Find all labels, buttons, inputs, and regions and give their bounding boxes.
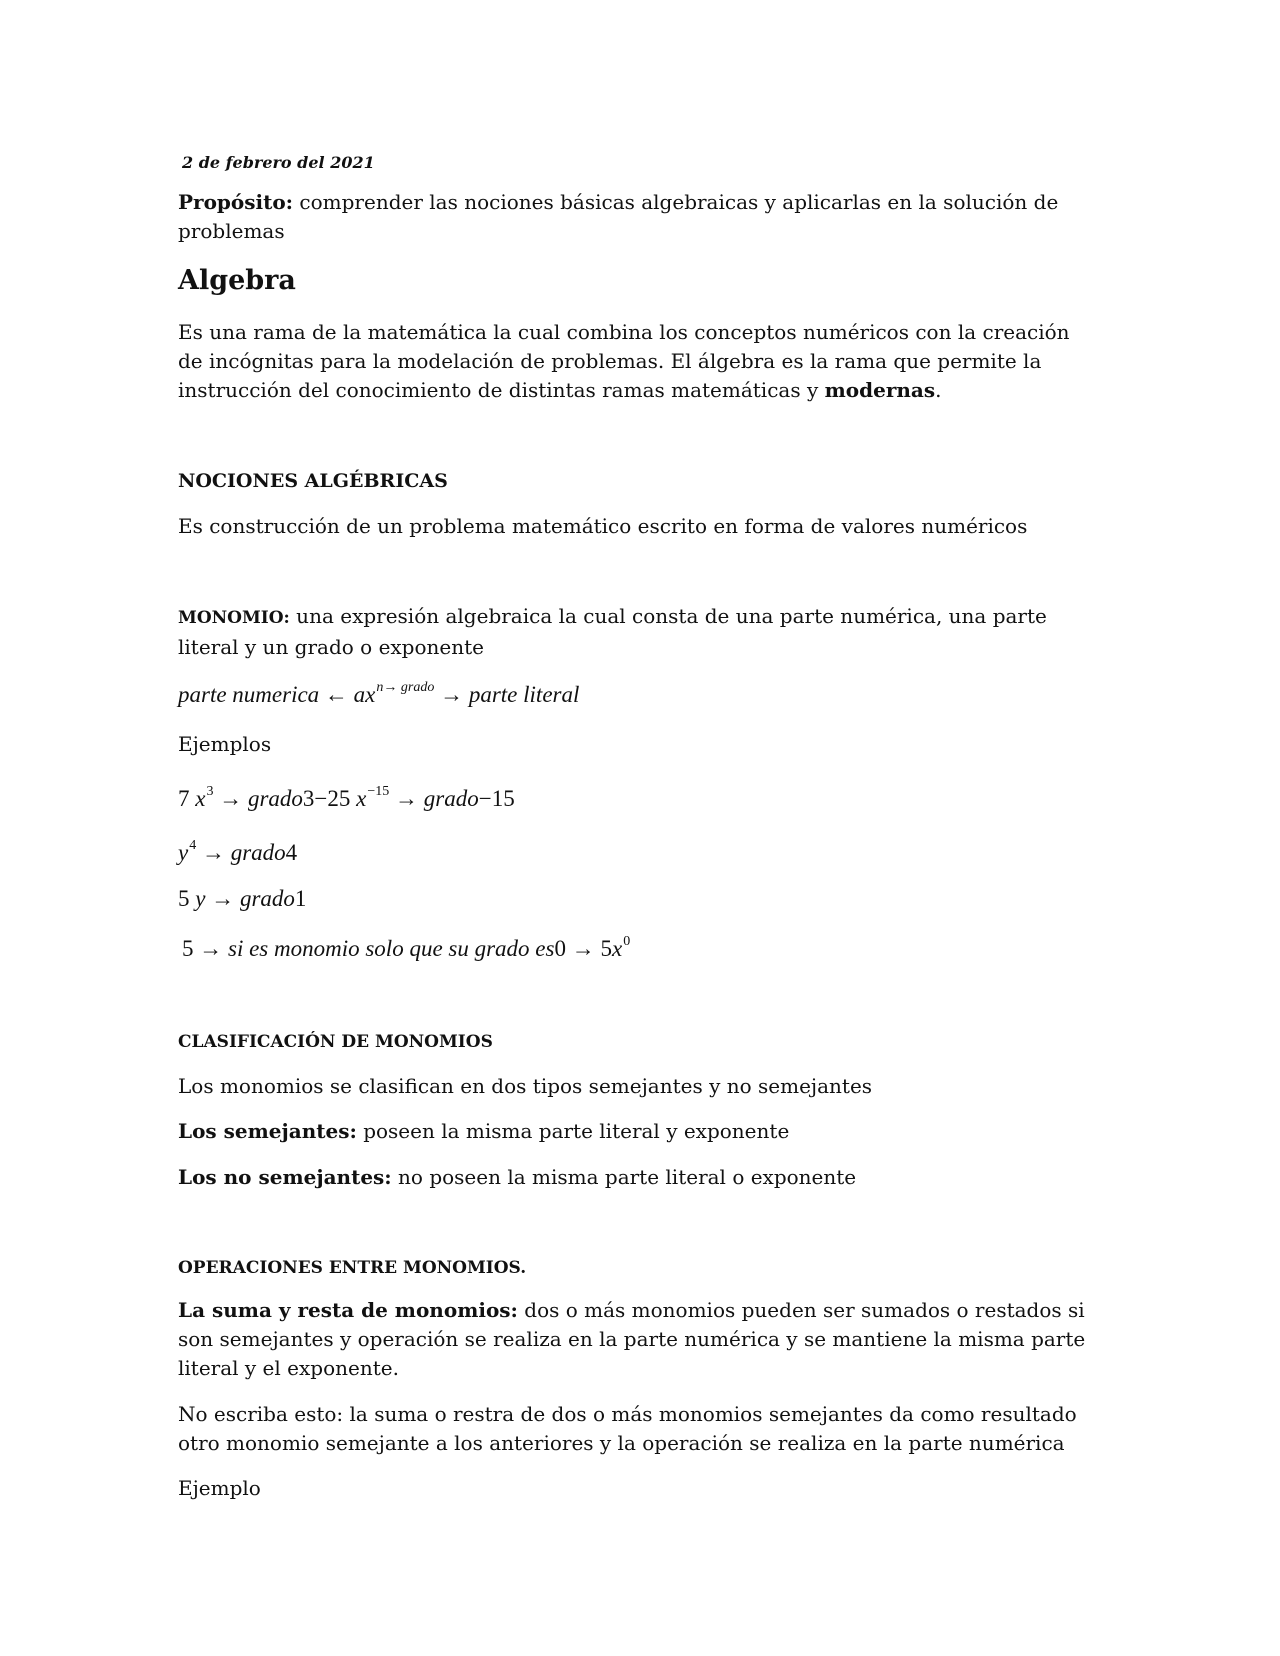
- monomio-paragraph: [178, 602, 1098, 662]
- ex3-num: 1: [294, 886, 307, 911]
- ex3-arrow: →: [205, 886, 240, 911]
- ex4-var: x: [611, 936, 623, 961]
- semejantes-paragraph: [178, 1117, 1098, 1146]
- ex1-exp: 3: [206, 784, 214, 799]
- example-label: Ejemplo: [178, 1476, 261, 1500]
- no-semejantes-label: Los no semejantes:: [178, 1165, 392, 1189]
- no-semejantes-text: no poseen la misma parte literal o exponente: [391, 1165, 857, 1189]
- ex4-exp: 0: [623, 934, 631, 949]
- ex3-coef: 5: [178, 886, 196, 911]
- algebra-bold-word: modernas: [824, 378, 936, 402]
- no-semejantes-paragraph: [178, 1163, 1098, 1192]
- nociones-heading: NOCIONES ALGÉBRICAS: [178, 470, 448, 492]
- ex1-arrow: →: [213, 786, 248, 811]
- ex3-word: grado: [239, 886, 295, 911]
- algebra-paragraph: [178, 318, 1098, 405]
- ex4-arrow2: →: [565, 936, 601, 961]
- monomio-label: MONOMIO:: [178, 608, 290, 628]
- suma-text: dos o más monomios pueden ser sumados o restados si son semejantes y operación se realiza en la parte numérica y se mantiene la misma parte literal y el exponente.: [178, 1298, 1086, 1380]
- ex1-num: 3−25: [302, 786, 357, 811]
- ex4-num: 0: [554, 936, 566, 961]
- ex4-arrow: →: [193, 936, 228, 961]
- suma-label: La suma y resta de monomios:: [178, 1298, 518, 1322]
- nociones-text: Es construcción de un problema matemático escrito en forma de valores numéricos: [178, 514, 1028, 538]
- ex1-word: grado: [247, 786, 303, 811]
- ex2-num: 4: [285, 840, 298, 865]
- formula-exponent-text: n→ grado: [376, 680, 435, 695]
- algebra-text-end: .: [935, 378, 942, 402]
- ex2-arrow: →: [196, 840, 231, 865]
- clasificacion-text: Los monomios se clasifican en dos tipos semejantes y no semejantes: [178, 1074, 873, 1098]
- example-2: [178, 838, 1098, 871]
- ex4-text: si es monomio solo que su grado es: [228, 936, 555, 961]
- formula-right: parte literal: [468, 682, 580, 707]
- formula-arrow-left: ←: [319, 682, 354, 707]
- ex4-coef2: 5: [600, 936, 612, 961]
- clasificacion-heading: CLASIFICACIÓN DE MONOMIOS: [178, 1032, 493, 1052]
- example-3: [178, 884, 1098, 913]
- ex1-coef: 7: [178, 786, 196, 811]
- ex2-var: y: [178, 840, 189, 865]
- ex1-var2: x: [356, 786, 367, 811]
- ex1-arrow2: →: [389, 786, 424, 811]
- ex1-word2: grado: [423, 786, 479, 811]
- semejantes-label: Los semejantes:: [178, 1119, 357, 1143]
- ex1-num2: −15: [478, 786, 515, 811]
- purpose-label: Propósito:: [178, 190, 294, 214]
- date: 2 de febrero del 2021: [182, 153, 375, 172]
- formula-exponent: [376, 680, 434, 695]
- monomio-text: una expresión algebraica la cual consta de una parte numérica, una parte literal y un grado o exponente: [178, 604, 1047, 659]
- ex2-word: grado: [230, 840, 286, 865]
- ex2-exp: 4: [189, 838, 197, 853]
- formula-base: ax: [353, 682, 376, 707]
- ex1-exp2: −15: [367, 784, 390, 799]
- operaciones-heading: OPERACIONES ENTRE MONOMIOS.: [178, 1258, 527, 1278]
- ex3-var: y: [195, 886, 206, 911]
- ex4-coef: 5: [182, 936, 194, 961]
- formula-arrow-right: →: [434, 682, 469, 707]
- purpose-text: comprender las nociones básicas algebraicas y aplicarlas en la solución de problemas: [178, 190, 1059, 243]
- examples-label: Ejemplos: [178, 732, 272, 756]
- note-paragraph: No escriba esto: la suma o restra de dos o más monomios semejantes da como resultado otro monomio semejante a los anteriores y la operación se realiza en la parte numérica: [178, 1402, 1077, 1455]
- monomio-formula: [178, 680, 1098, 713]
- ex1-var: x: [195, 786, 206, 811]
- algebra-title: Algebra: [178, 265, 296, 296]
- purpose-paragraph: [178, 188, 1098, 246]
- example-1: [178, 784, 1098, 817]
- semejantes-text: poseen la misma parte literal y exponente: [356, 1119, 790, 1143]
- algebra-text: Es una rama de la matemática la cual combina los conceptos numéricos con la creación de incógnitas para la modelación de problemas. El álgebra es la rama que permite la instrucción del conocimiento de distintas ramas matemáticas y: [178, 320, 1070, 402]
- suma-paragraph: [178, 1296, 1098, 1383]
- example-4: [182, 934, 1102, 967]
- formula-left: parte numerica: [178, 682, 320, 707]
